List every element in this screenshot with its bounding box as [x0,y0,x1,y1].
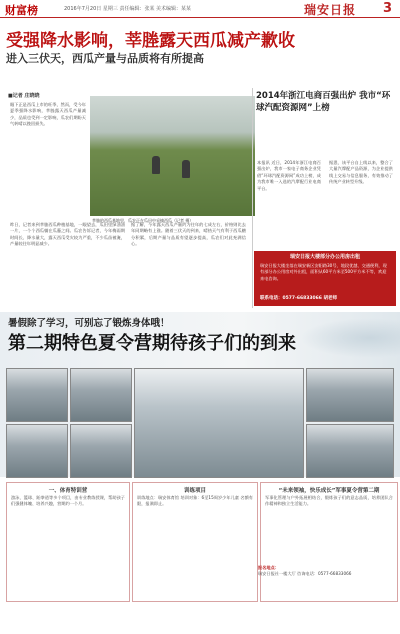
camp-photo [70,368,132,422]
camp-photo [306,424,394,478]
info-box-text: 游泳、篮球、跆拳道等多个项目，由专业教练授课，帮助孩子们强健体魄、培养兴趣，营期约一个月。 [11,495,125,507]
camp-photo [70,424,132,478]
main-headline: 受强降水影响，莘塍露天西瓜减产歉收 [6,31,295,51]
registration-notice [258,565,396,578]
camp-photo-grid [6,368,394,478]
lead-paragraph: 眼下正是西瓜上市的旺季，然而，受今年夏季强降水影响，莘塍露天西瓜产量减少，品质也受到一定影响，瓜农们期盼天气转晴以挽回损失。 [10,102,86,127]
farmer-figure [152,156,160,174]
section-title: 财富榜 [5,4,38,17]
info-box-title: 一、体育特训营 [48,488,88,494]
camp-photo [306,368,394,422]
issue-meta: 2016年7月20日 星期三 责任编辑：张某 美术编辑：某某 [64,6,192,12]
info-box-text: 训练地点：瑞安体育馆 培训对象：6至15周岁少年儿童 名额有限，报满即止。 [137,495,253,507]
column-divider [252,88,253,308]
ad-phone: 联系电话：0577-66833066 胡老师 [260,296,338,301]
body-column-1: 昨日，记者来到莘塍西瓜种植基地，一眼望去，瓜田里绿油油一片，一个个西瓜躺在瓜藤之间。瓜农告诉记者，今年梅雨期时间长、降水量大，露天西瓜受灾较为严重，不少瓜苗被淹，产量较往年明显减少。 [10,222,125,247]
info-box-military-camp [260,482,398,602]
ad-title: 瑞安日报大楼部分办公用房出租 [289,254,360,260]
banner-decoration [300,318,400,358]
notice-title: 报名地点： [258,565,279,570]
photo-caption: 莘塍的西瓜基地里，瓜农正在瓜田中采摘西瓜（记者 摄） [92,218,194,223]
notice-text: 瑞安日报社一楼大厅 咨询电话：0577-66833066 [258,571,352,577]
camp-group-photo [134,368,304,478]
info-box-training [132,482,258,602]
info-box-sports [6,482,130,602]
side-headline: 2014年浙江电商百强出炉 我市“环球汽配资源网”上榜 [256,91,391,113]
main-subhead: 进入三伏天，西瓜产量与品质将有所提高 [6,52,204,65]
camp-photo [6,368,68,422]
body-column-3: 本报讯 近日，2014年浙江电商百强出炉，我市一家电子商务企业凭借“环球汽配资源网”成功上榜，成为我市唯一入选的汽摩配行业电商平台。 [257,160,321,191]
body-column-4: 据悉，该平台自上线以来，整合了大量汽摩配产品资源，为企业提供线上交易与信息服务，有效推动了传统产业转型升级。 [329,160,393,185]
info-box-text: 军事化管理与户外拓展相结合，锻炼孩子们的意志品质，培养团队合作精神和独立生活能力。 [265,495,393,507]
rental-ad [254,251,396,306]
watermelon-field-photo [90,96,255,216]
body-column-2: 据了解，今年露天西瓜产量约为往年的七成左右，价格则比去年同期略有上涨。随着三伏天的到来，晴热天气有利于西瓜糖分积累，后期产量与品质有望逐步提高，瓜农们对此充满信心。 [131,222,246,247]
info-box-title: “未来领袖，快乐成长”军事夏令营第二期 [278,488,380,494]
camp-photo [6,424,68,478]
masthead-logo: 瑞安日报 [304,3,357,17]
byline: ■记者 庄晓晓 [8,93,40,99]
page-number: 3 [383,1,393,16]
farmer-figure [182,160,190,178]
page-header [0,0,400,18]
feature-headline: 第二期特色夏令营期待孩子们的到来 [8,333,296,354]
info-box-title: 训练项目 [183,488,206,494]
feature-kicker: 暑假除了学习，可别忘了锻炼身体哦！ [8,318,170,329]
ad-body: 瑞安日报大楼坐落在瑞安新区安阳路30号，地段优越、交通便利，现有部分办公用房对外出租，面积从60平方米至500平方米不等，欢迎来电咨询。 [260,263,387,281]
